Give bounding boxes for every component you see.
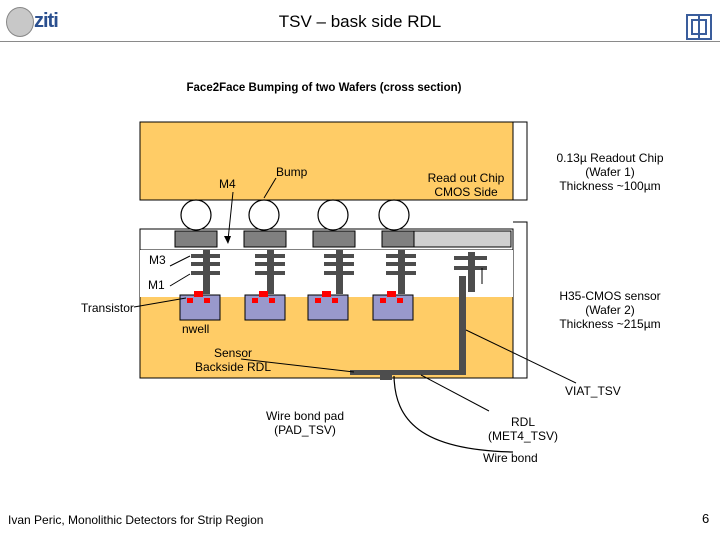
label-transistor: Transistor — [81, 301, 134, 315]
page-number: 6 — [702, 511, 710, 526]
ziti-logo: ziti — [34, 10, 58, 32]
label-rdl: RDL (MET4_TSV) — [487, 415, 558, 443]
thickness-brackets — [513, 122, 527, 378]
label-bump: Bump — [276, 165, 308, 179]
label-wafer1: 0.13µ Readout Chip (Wafer 1) Thickness ~100µm — [556, 151, 664, 193]
slide-footer: Ivan Peric, Monolithic Detectors for Strip Region — [8, 513, 264, 527]
label-m1: M1 — [148, 278, 165, 292]
label-nwell: nwell — [182, 322, 210, 336]
diagram-subtitle: Face2Face Bumping of two Wafers (cross section) — [186, 82, 462, 94]
label-viat-tsv: VIAT_TSV — [565, 384, 621, 398]
label-m3: M3 — [149, 253, 166, 267]
wafer1-large-pad — [414, 231, 511, 247]
label-readout-chip-side: Read out Chip CMOS Side — [427, 171, 505, 199]
label-wire-bond: Wire bond — [483, 451, 538, 465]
label-m4: M4 — [219, 177, 236, 191]
label-wire-bond-pad: Wire bond pad (PAD_TSV) — [265, 409, 345, 437]
slide-title: TSV – bask side RDL — [278, 12, 442, 31]
bumps — [181, 200, 409, 230]
label-wafer2: H35-CMOS sensor (Wafer 2) Thickness ~215µm — [559, 289, 661, 331]
label-sensor-backside-rdl: Sensor Backside RDL — [194, 346, 272, 374]
